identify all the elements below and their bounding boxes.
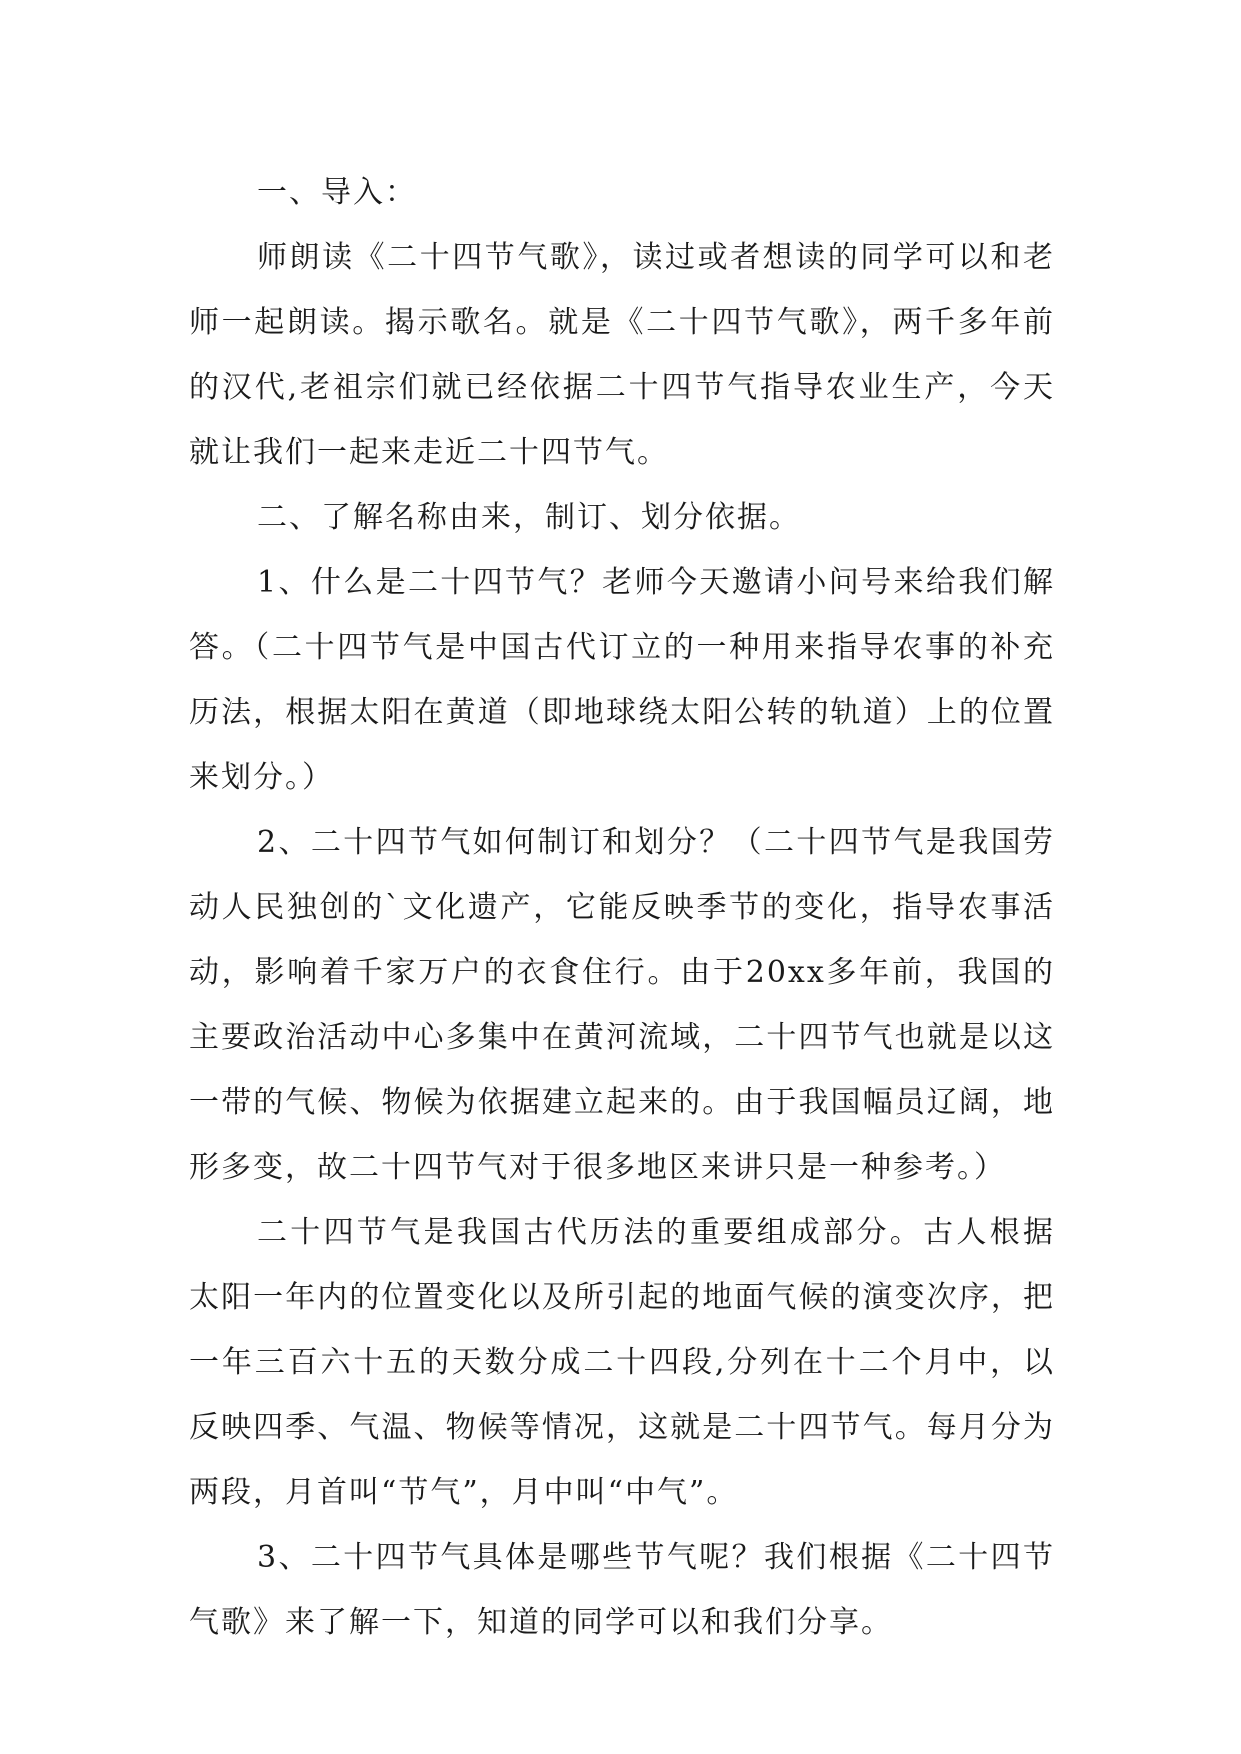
paragraph-explanation: 二十四节气是我国古代历法的重要组成部分。古人根据太阳一年内的位置变化以及所引起的地面气候的演变次序，把一年三百六十五的天数分成二十四段,分列在十二个月中，以反映四季、气温、物候等情况，这就是二十四节气。每月分为两段，月首叫“节气”，月中叫“中气”。 <box>189 1215 1055 1510</box>
document-body <box>189 160 1055 1655</box>
paragraph-question-2: 2、二十四节气如何制订和划分？（二十四节气是我国劳动人民独创的`文化遗产，它能反映季节的变化，指导农事活动，影响着千家万户的衣食住行。由于20xx多年前，我国的主要政治活动中心多集中在黄河流域，二十四节气也就是以这一带的气候、物候为依据建立起来的。由于我国幅员辽阔，地形多变，故二十四节气对于很多地区来讲只是一种参考。） <box>189 825 1055 1185</box>
section-heading-intro: 一、导入： <box>257 175 417 210</box>
paragraph-question-1: 1、什么是二十四节气？老师今天邀请小问号来给我们解答。（二十四节气是中国古代订立的一种用来指导农事的补充历法，根据太阳在黄道（即地球绕太阳公转的轨道）上的位置来划分。） <box>189 565 1055 795</box>
paragraph-intro: 师朗读《二十四节气歌》，读过或者想读的同学可以和老师一起朗读。揭示歌名。就是《二十四节气歌》，两千多年前的汉代,老祖宗们就已经依据二十四节气指导农业生产，今天就让我们一起来走近二十四节气。 <box>189 240 1055 470</box>
paragraph-question-3: 3、二十四节气具体是哪些节气呢？我们根据《二十四节气歌》来了解一下，知道的同学可以和我们分享。 <box>189 1540 1055 1640</box>
section-heading-origin: 二、了解名称由来，制订、划分依据。 <box>257 500 801 535</box>
